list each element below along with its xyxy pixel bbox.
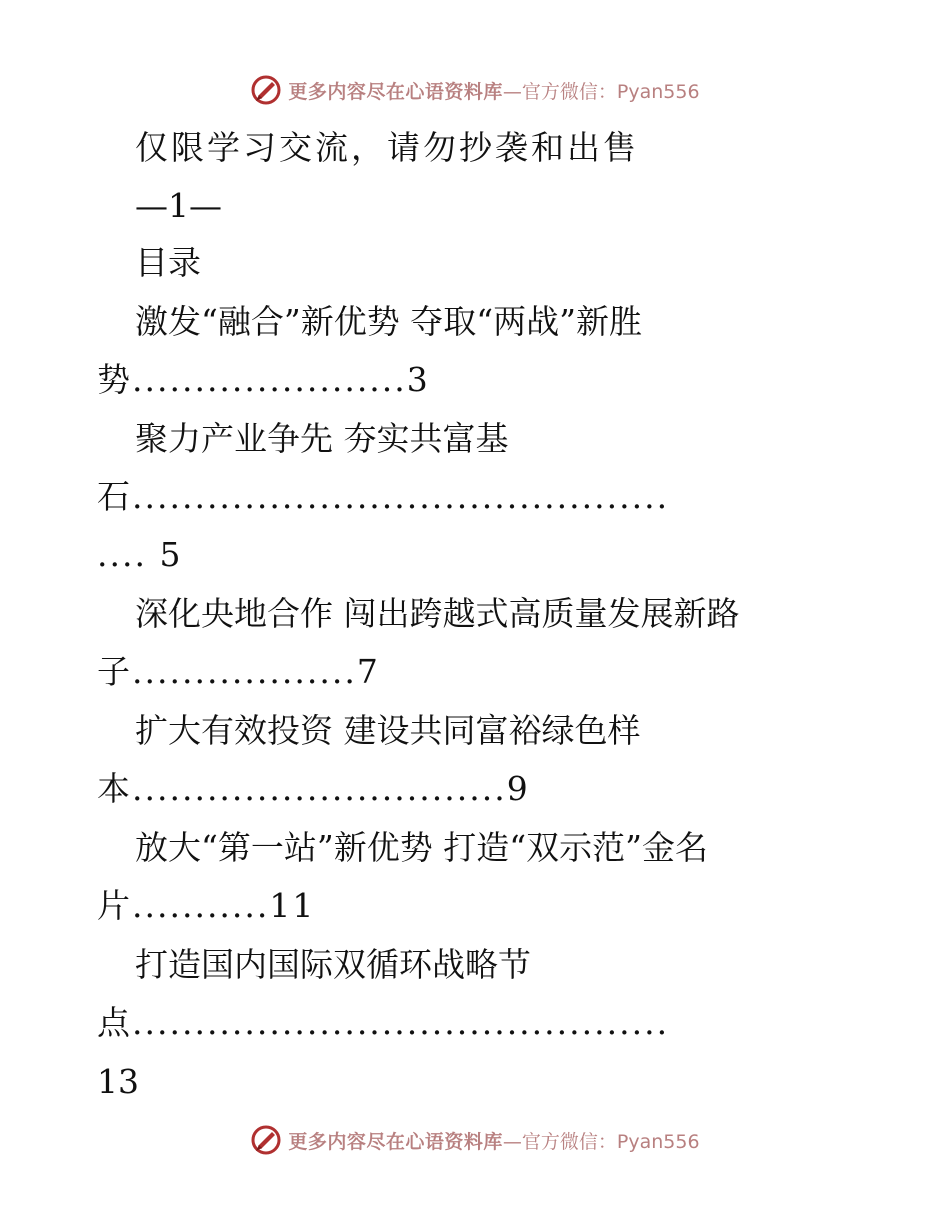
- header-banner: [0, 70, 950, 110]
- toc-entry-title: 深化央地合作 闯出跨越式高质量发展新路: [135, 594, 740, 633]
- page-number: —1—: [135, 186, 222, 225]
- toc-entry-page: 13: [97, 1062, 139, 1101]
- toc-entry-leader: 势......................3: [97, 360, 430, 399]
- notice-text: 仅限学习交流，请勿抄袭和出售: [135, 128, 639, 167]
- toc-entry-leader: 片...........11: [97, 886, 316, 925]
- toc-entry-leader: 本..............................9: [97, 769, 530, 808]
- toc-entry-title: 激发“融合”新优势 夺取“两战”新胜: [135, 302, 642, 341]
- toc-entry-page: .... 5: [97, 535, 183, 574]
- banner-wechat: —官方微信：Pyan556: [502, 1130, 700, 1153]
- footer-banner: [0, 1120, 950, 1160]
- banner-text: 更多内容尽在心语资料库: [288, 1130, 503, 1153]
- pen-logo-icon: [250, 74, 282, 106]
- toc-entry-leader: 石...........................................: [97, 477, 670, 516]
- toc-entry-title: 聚力产业争先 夯实共富基: [135, 419, 509, 458]
- toc-entry-title: 打造国内国际双循环战略节: [135, 945, 531, 984]
- toc-entry-leader: 子..................7: [97, 652, 380, 691]
- banner-text: 更多内容尽在心语资料库: [288, 80, 503, 103]
- toc-entry-leader: 点...........................................: [97, 1003, 670, 1042]
- pen-logo-icon: [250, 1124, 282, 1156]
- banner-wechat: —官方微信：Pyan556: [502, 80, 700, 103]
- toc-title: 目录: [135, 243, 201, 282]
- toc-entry-title: 放大“第一站”新优势 打造“双示范”金名: [135, 828, 708, 867]
- toc-entry-title: 扩大有效投资 建设共同富裕绿色样: [135, 711, 641, 750]
